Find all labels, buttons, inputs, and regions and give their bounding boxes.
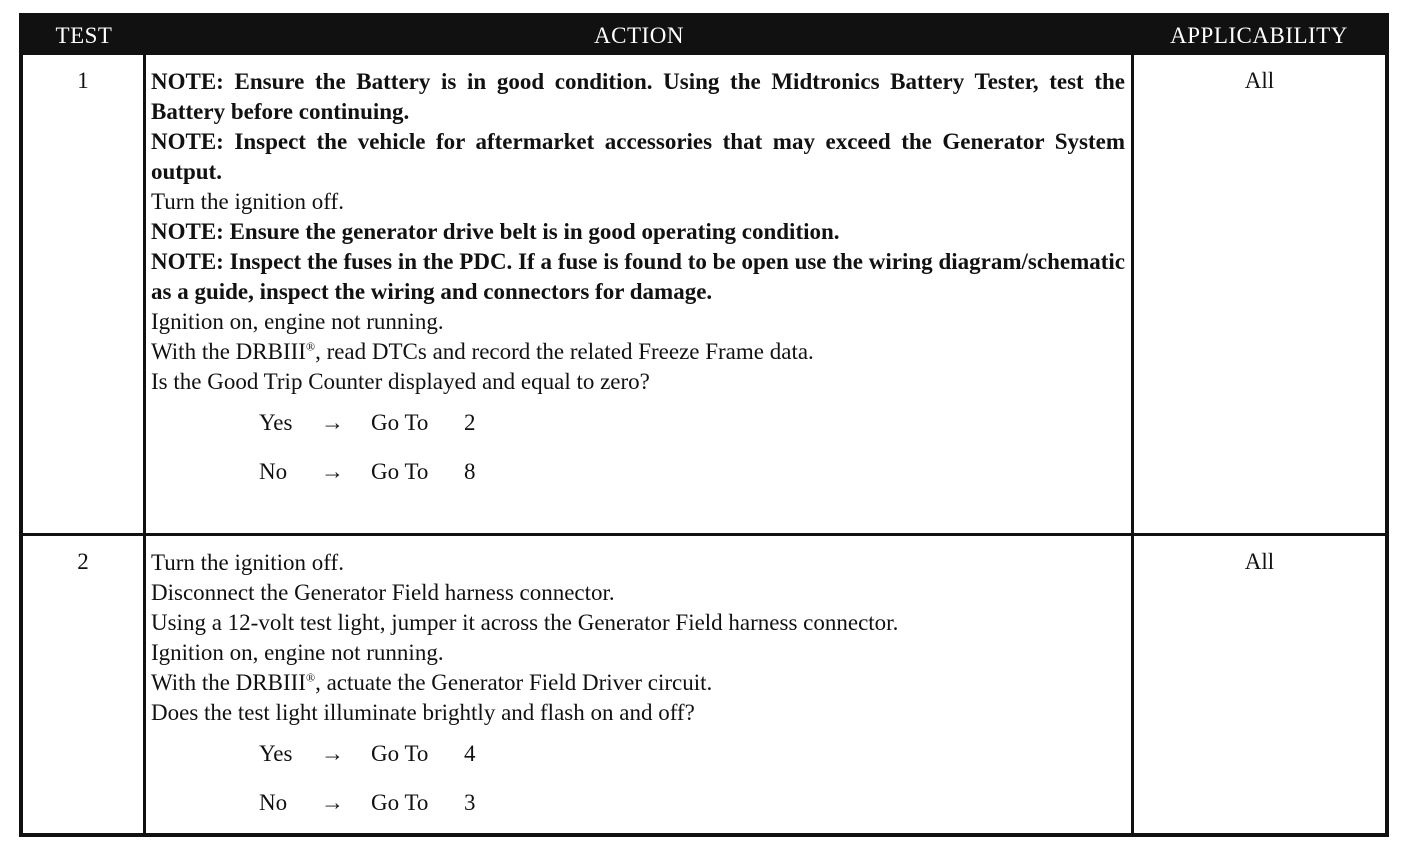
action-text: , read DTCs and record the related Freeze Frame data. (315, 339, 814, 364)
applicability-value: All (1244, 68, 1275, 93)
table-header (23, 17, 1385, 55)
header-test: TEST (55, 23, 113, 48)
header-action: ACTION (594, 23, 684, 48)
choice-goto-label: Go To (371, 790, 429, 815)
choice-target: 4 (464, 741, 476, 766)
action-line (151, 668, 1125, 698)
action-line (151, 337, 1125, 367)
choice-no (151, 447, 1125, 496)
arrow-right-icon: → (321, 790, 344, 815)
choice-yes (151, 729, 1125, 778)
applicability-value: All (1244, 549, 1275, 574)
action-cell (151, 67, 1125, 496)
action-line: NOTE: Ensure the generator drive belt is in good operating condition. (151, 219, 840, 244)
action-line: Ignition on, engine not running. (151, 640, 444, 665)
action-line: Turn the ignition off. (151, 189, 344, 214)
action-line: Turn the ignition off. (151, 550, 344, 575)
action-line: NOTE: Inspect the fuses in the PDC. If a fuse is found to be open use the wiring diagram/schematic as a guide, inspect the wiring and connectors for damage. (151, 249, 1125, 304)
choice-yes (151, 398, 1125, 447)
action-cell (151, 548, 1125, 827)
test-number: 2 (77, 549, 89, 574)
action-question: Does the test light illuminate brightly and flash on and off? (151, 700, 695, 725)
choice-answer: Yes (259, 410, 293, 435)
choice-answer: Yes (259, 741, 293, 766)
arrow-right-icon: → (321, 459, 344, 484)
action-line: NOTE: Ensure the Battery is in good condition. Using the Midtronics Battery Tester, test the Battery before continuing. (151, 69, 1125, 124)
header-applicability: APPLICABILITY (1170, 23, 1348, 48)
table-row (23, 536, 1385, 837)
choice-goto-label: Go To (371, 459, 429, 484)
action-line: Ignition on, engine not running. (151, 309, 444, 334)
choice-goto-label: Go To (371, 741, 429, 766)
action-text: With the DRBIII (151, 339, 306, 364)
action-text: , actuate the Generator Field Driver circuit. (315, 670, 713, 695)
choice-no (151, 778, 1125, 827)
arrow-right-icon: → (321, 741, 344, 766)
action-question: Is the Good Trip Counter displayed and equal to zero? (151, 369, 650, 394)
registered-mark: ® (305, 670, 316, 685)
action-line: Using a 12-volt test light, jumper it across the Generator Field harness connector. (151, 610, 899, 635)
choice-answer: No (259, 459, 288, 484)
test-number: 1 (77, 68, 89, 93)
arrow-right-icon: → (321, 410, 344, 435)
choice-goto-label: Go To (371, 410, 429, 435)
table-row (23, 55, 1385, 533)
registered-mark: ® (305, 339, 316, 354)
choice-target: 2 (464, 410, 476, 435)
choice-target: 8 (464, 459, 476, 484)
action-text: With the DRBIII (151, 670, 306, 695)
choice-answer: No (259, 790, 288, 815)
diagnostic-test-table (19, 13, 1389, 837)
action-line: NOTE: Inspect the vehicle for aftermarket accessories that may exceed the Generator System output. (151, 129, 1125, 184)
choice-target: 3 (464, 790, 476, 815)
action-line: Disconnect the Generator Field harness connector. (151, 580, 615, 605)
